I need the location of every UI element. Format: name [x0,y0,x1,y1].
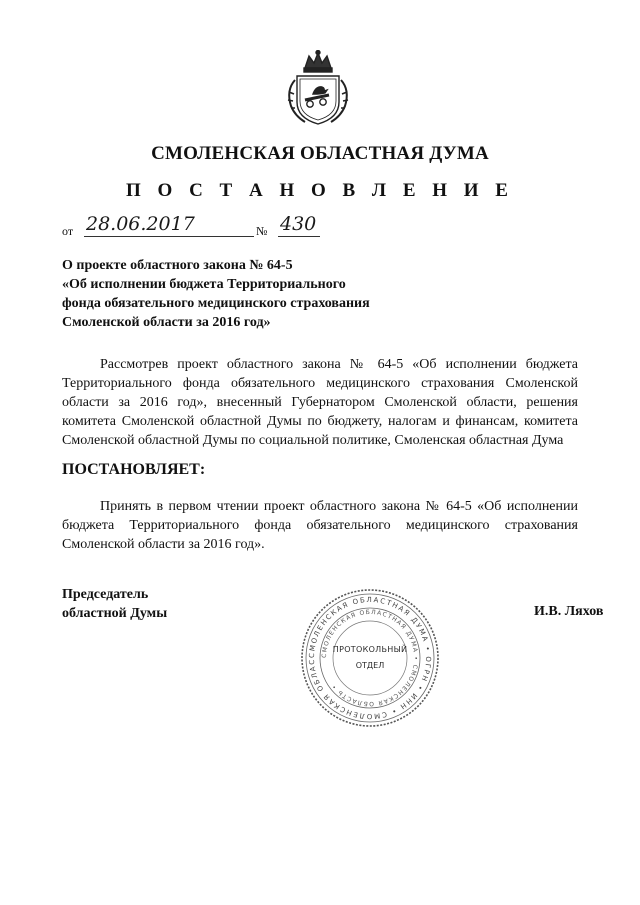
coat-of-arms-icon [283,50,353,128]
stamp-center-line: ПРОТОКОЛЬНЫЙ [332,645,408,654]
stamp-center-line: ОТДЕЛ [355,661,385,670]
subject-line: О проекте областного закона № 64-5 [62,258,293,273]
number-prefix: № [256,224,268,238]
stamp-seal-icon [295,583,445,733]
document-type-title: П О С Т А Н О В Л Е Н И Е [126,180,514,201]
document-number: 430 [278,214,320,237]
decree-heading: ПОСТАНОВЛЯЕТ: [62,461,206,478]
svg-text:СМОЛЕНСКАЯ ОБЛАСТНАЯ ДУМА • ОГ: СМОЛЕНСКАЯ ОБЛАСТНАЯ ДУМА • ОГРН • ИНН • СМОЛЕНСКАЯ ОБЛАС [307,595,433,721]
preamble-paragraph: Рассмотрев проект областного закона № 64-5 «Об исполнении бюджета Территориального фонда обязательного медицинского страхования Смоленской области за 2016 год», внесенный Губернатором Смоленской области, решения комитета Смоленской областной Думы по бюджету, налогам и финансам, комитета Смоленской областной Думы по социальной политике, Смоленская областная Дума [62,357,578,448]
signatory-name: И.В. Ляхов [534,604,604,619]
subject-line: фонда обязательного медицинского страхования [62,296,370,311]
subject-line: Смоленской области за 2016 год» [62,315,271,330]
signatory-title [62,585,167,623]
signatory-title-line: областной Думы [62,606,168,621]
subject-line: «Об исполнении бюджета Территориального [62,277,346,292]
date-number-line [62,214,362,240]
document-subject [62,256,462,332]
organization-name: СМОЛЕНСКАЯ ОБЛАСТНАЯ ДУМА [151,143,489,164]
date-prefix: от [62,224,74,238]
resolution-paragraph: Принять в первом чтении проект областного закона № 64-5 «Об исполнении бюджета Территориального фонда обязательного медицинского страхования Смоленской области за 2016 год». [62,499,578,552]
signatory-title-line: Председатель [62,587,149,602]
svg-text:СМОЛЕНСКАЯ ОБЛАСТНАЯ ДУМА • СМ: СМОЛЕНСКАЯ ОБЛАСТНАЯ ДУМА • СМОЛЕНСКАЯ ОБЛАСТЬ • [320,608,420,708]
official-stamp [295,583,445,733]
document-date: 28.06.2017 [84,214,254,237]
